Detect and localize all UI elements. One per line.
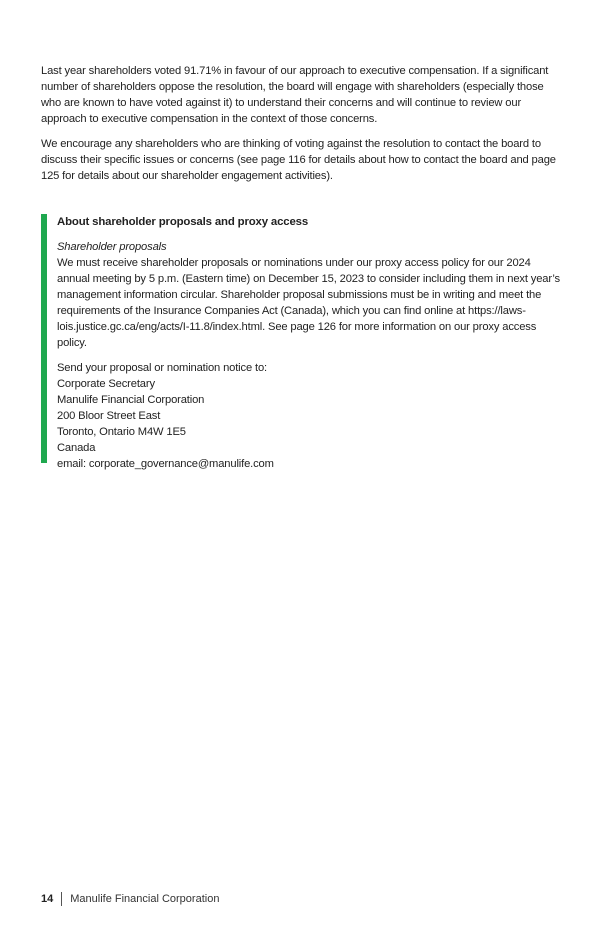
footer-organization: Manulife Financial Corporation — [70, 893, 220, 905]
mailing-address — [57, 360, 563, 472]
body-paragraph-contact-board: We encourage any shareholders who are thinking of voting against the resolution to contact the board to discuss their specific issues or concerns (see page 116 for details about how to contact the board and page 125 for details about our shareholder engagement activities). — [41, 138, 556, 182]
address-email: email: corporate_governance@manulife.com — [57, 458, 274, 470]
address-intro: Send your proposal or nomination notice to: — [57, 362, 267, 374]
document-page — [41, 63, 563, 472]
callout-heading: About shareholder proposals and proxy access — [57, 216, 309, 228]
address-line: Canada — [57, 442, 96, 454]
body-paragraph-compensation-vote: Last year shareholders voted 91.71% in favour of our approach to executive compensation. If a significant number of shareholders oppose the resolution, the board will engage with shareholders (especially those who are known to have voted against it) to understand their concerns and will continue to review our approach to executive compensation in the context of those concerns. — [41, 65, 549, 125]
callout-accent-bar — [41, 214, 47, 463]
address-line: Manulife Financial Corporation — [57, 394, 205, 406]
footer-divider — [61, 892, 62, 906]
page-number: 14 — [41, 893, 54, 905]
page-footer — [41, 891, 219, 907]
callout-paragraph: We must receive shareholder proposals or nominations under our proxy access policy for our 2024 annual meeting by 5 p.m. (Eastern time) on December 15, 2023 to consider including them in next year’s management information circular. Shareholder proposal submissions must be in writing and meet the requirements of the Insurance Companies Act (Canada), which you can find online at https://laws-lois.justice.gc.ca/eng/acts/I-11.8/index.html. See page 126 for more information on our proxy access policy. — [57, 257, 560, 349]
proposal-callout — [41, 214, 563, 472]
address-line: 200 Bloor Street East — [57, 410, 161, 422]
address-line: Corporate Secretary — [57, 378, 155, 390]
address-line: Toronto, Ontario M4W 1E5 — [57, 426, 186, 438]
callout-subheading: Shareholder proposals — [57, 241, 167, 253]
